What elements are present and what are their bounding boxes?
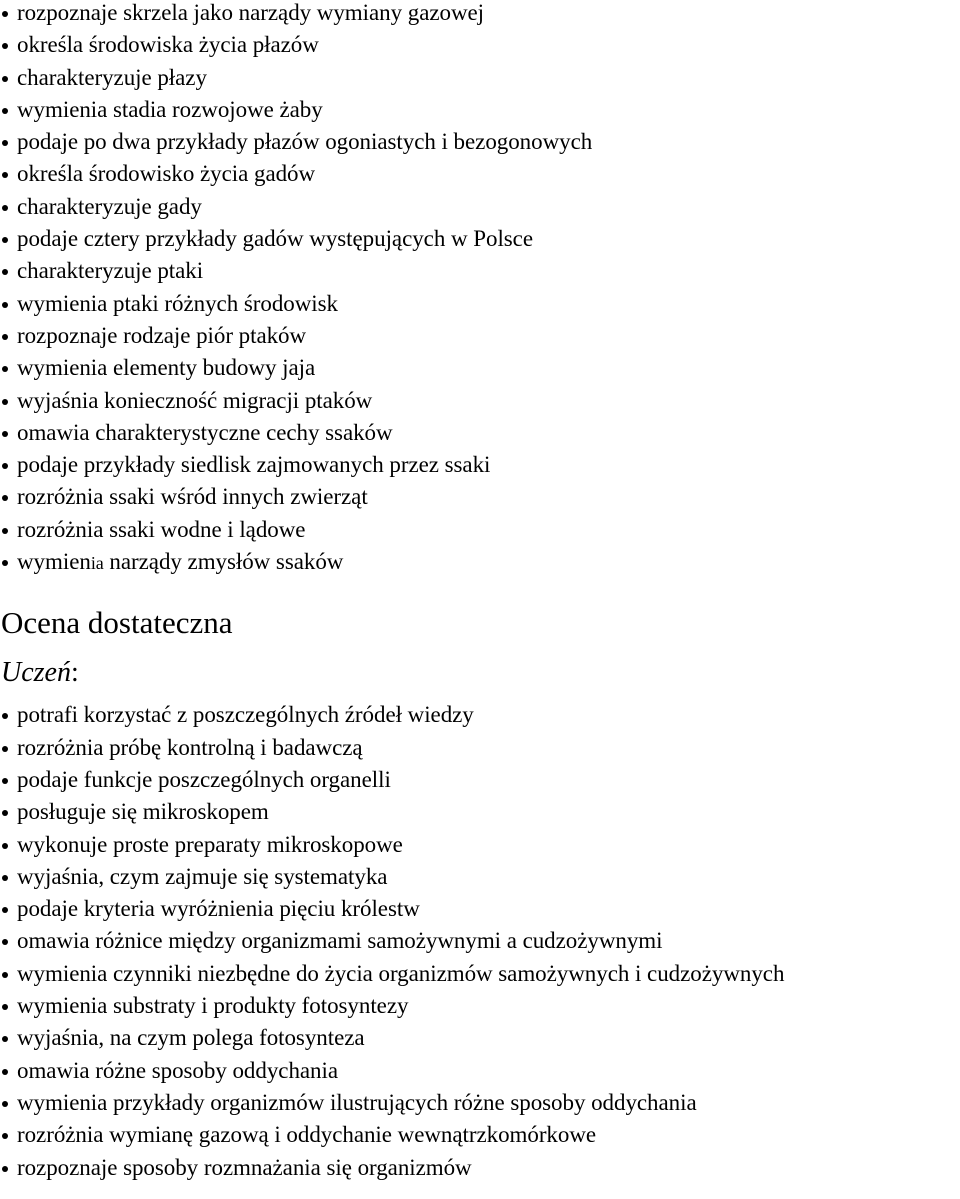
- requirements-list-bottom: [0, 699, 960, 1183]
- list-item: potrafi korzystać z poszczególnych źródeł wiedzy: [0, 699, 960, 731]
- list-item: wymienia substraty i produkty fotosyntezy: [0, 990, 960, 1022]
- list-item: wymienia czynniki niezbędne do życia organizmów samożywnych i cudzożywnych: [0, 958, 960, 990]
- list-item: rozróżnia próbę kontrolną i badawczą: [0, 732, 960, 764]
- list-item: wyjaśnia konieczność migracji ptaków: [0, 385, 960, 417]
- list-item: wykonuje proste preparaty mikroskopowe: [0, 829, 960, 861]
- section-subheading: [1, 657, 960, 689]
- subheading-label: Uczeń: [1, 657, 71, 689]
- list-item: posługuje się mikroskopem: [0, 796, 960, 828]
- list-item: podaje cztery przykłady gadów występujących w Polsce: [0, 223, 960, 255]
- list-item: rozróżnia ssaki wśród innych zwierząt: [0, 481, 960, 513]
- list-item: wyjaśnia, czym zajmuje się systematyka: [0, 861, 960, 893]
- list-item: podaje po dwa przykłady płazów ogoniastych i bezogonowych: [0, 126, 960, 158]
- subheading-colon: :: [70, 657, 79, 689]
- list-item: wymienia elementy budowy jaja: [0, 352, 960, 384]
- item-text-part: wymien: [17, 549, 91, 575]
- list-item: rozróżnia wymianę gazową i oddychanie wewnątrzkomórkowe: [0, 1119, 960, 1151]
- list-item: wymienia przykłady organizmów ilustrujących różne sposoby oddychania: [0, 1087, 960, 1119]
- list-item: podaje kryteria wyróżnienia pięciu królestw: [0, 893, 960, 925]
- list-item: charakteryzuje ptaki: [0, 255, 960, 287]
- section-heading: Ocena dostateczna: [1, 605, 233, 641]
- list-item: podaje funkcje poszczególnych organelli: [0, 764, 960, 796]
- list-item: omawia charakterystyczne cechy ssaków: [0, 417, 960, 449]
- item-text-small-part: ia: [90, 553, 104, 574]
- requirements-list-top: [0, 0, 960, 578]
- list-item: omawia różnice między organizmami samożywnymi a cudzożywnymi: [0, 925, 960, 957]
- list-item: rozróżnia ssaki wodne i lądowe: [0, 514, 960, 546]
- list-item: podaje przykłady siedlisk zajmowanych przez ssaki: [0, 449, 960, 481]
- list-item: wymienia stadia rozwojowe żaby: [0, 94, 960, 126]
- list-item: określa środowiska życia płazów: [0, 29, 960, 61]
- list-item: rozpoznaje sposoby rozmnażania się organizmów: [0, 1152, 960, 1184]
- list-item: omawia różne sposoby oddychania: [0, 1055, 960, 1087]
- list-item: rozpoznaje rodzaje piór ptaków: [0, 320, 960, 352]
- list-item: rozpoznaje skrzela jako narządy wymiany gazowej: [0, 0, 960, 29]
- list-item: charakteryzuje płazy: [0, 62, 960, 94]
- list-item: wyjaśnia, na czym polega fotosynteza: [0, 1022, 960, 1054]
- list-item: charakteryzuje gady: [0, 191, 960, 223]
- list-item: [0, 546, 960, 578]
- list-item: wymienia ptaki różnych środowisk: [0, 288, 960, 320]
- item-text-part: narządy zmysłów ssaków: [103, 549, 344, 575]
- list-item: określa środowisko życia gadów: [0, 158, 960, 190]
